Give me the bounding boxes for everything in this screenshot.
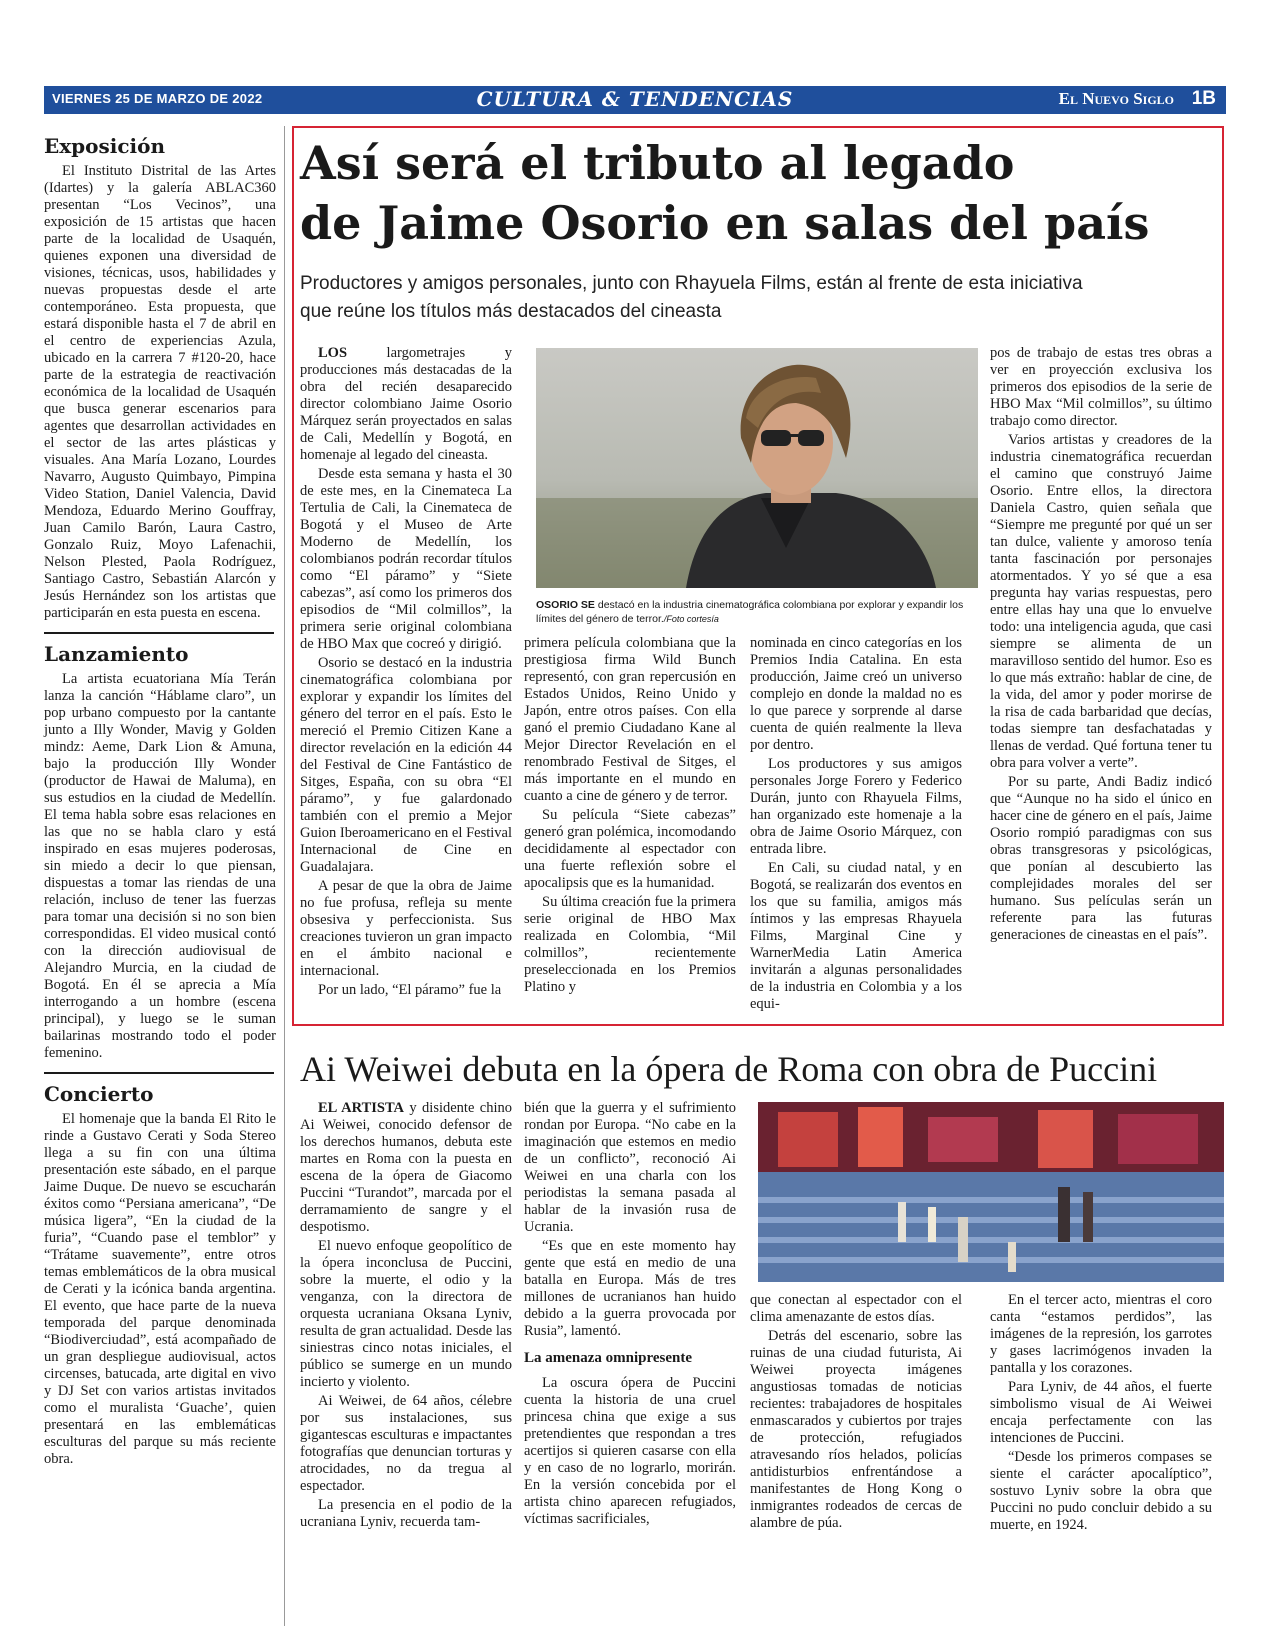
sidebar-section-concierto [44,1082,276,1468]
article-paragraph: Su película “Siete cabezas” generó gran polémica, incomodando decididamente al espectador con una fuerte reflexión sobre el apocalipsis que es la humanidad. [524,807,736,891]
article1-column-4 [990,345,1212,944]
article-paragraph: “Es que en este momento hay gente que está en medio de una batalla en Europa. Más de tres millones de ucranianos han huido debido a la guerra provocada por Rusia”, lamentó. [524,1238,736,1339]
article-paragraph: A pesar de que la obra de Jaime no fue profusa, refleja su mente obsesiva y perfeccionista. Sus creaciones tuvieron un gran impacto en el ámbito nacional e internacional. [300,878,512,979]
article2-column-1 [300,1100,512,1531]
lead-in: LOS [318,345,348,361]
caption-text: destacó en la industria cinematográfica colombiana por explorar y expandir los límites del género de terror. [536,599,964,625]
article-paragraph: En Cali, su ciudad natal, y en Bogotá, se realizarán dos eventos en los que su familia, amigos más íntimos y las empresas Rhayuela Films, Marginal Cine y WarnerMedia Latin America invitarán a algunas personalidades de la industria en Colombia y a los equi- [750,860,962,1012]
article-paragraph: Su última creación fue la primera serie original de HBO Max realizada en Colombia, “Mil colmillos”, recientemente preseleccionada en los Premios Platino y [524,894,736,995]
article1-photo [536,348,978,588]
article-paragraph [300,345,512,464]
article-paragraph: que conectan al espectador con el clima amenazante de estos días. [750,1292,962,1325]
deck-line: Productores y amigos personales, junto con Rhayuela Films, están al frente de esta iniciativa [300,273,1083,294]
article1-photo-caption [536,598,978,626]
sidebar-heading: Concierto [44,1082,154,1106]
sidebar-paragraph: La artista ecuatoriana Mía Terán lanza la canción “Háblame claro”, un pop urbano compuesto por la cantante junto a Illy Wonder, Mavig y Golden mindz: Aeme, Dark Lion & Amuna, bajo la producción Illy Wonder (productor de Hawai de Maluma), en sus estudios en la ciudad de Medellín. El tema habla sobre esas relaciones en las que no se habla claro y está inspirado en esas mujeres poderosas, sin miedo a decir lo que piensan, dispuestas a tomar las riendas de una relación, incluso de tener las fuerzas para tomar una decisión si no son bien correspondidas. El video musical contó con la dirección audiovisual de Alejandro Murcia, en la ciudad de Bogotá. En él se aprecia a Mía interrogando a un hombre (escena principal), y luego se le suman bailarinas mostrando todo el poder femenino. [44,671,276,1061]
headline-line: de Jaime Osorio en salas del país [300,196,1150,250]
sidebar [44,134,276,1468]
article1-column-1 [300,345,512,999]
article-paragraph: Varios artistas y creadores de la industria cinematográfica recuerdan el camino que construyó Jaime Osorio. Entre ellos, la directora Daniela Castro, quien señala que “Siempre me pregunté por qué un ser tan dulce, valiente y amoroso tenía tanta fascinación por personajes atormentados. Y yo sé que a esa pregunta hay varias respuestas, pero entre ellas hay una que lo envuelve todo: una inteligencia aguda, que casi siempre se alimenta de un maravilloso sentido del humor. Eso es lo que más extraño: hablar de cine, de la vida, del amor y poder morirse de la risa de cada barbaridad que decías, todas siempre tan desfachatadas y llenas de verdad. Qué fortuna tener tu obra para volver a verte”. [990,432,1212,771]
article-paragraph: La presencia en el podio de la ucraniana Lyniv, recuerda tam- [300,1497,512,1530]
header-page-number: 1B [1191,88,1216,109]
header-date: VIERNES 25 DE MARZO DE 2022 [52,91,263,106]
article2-column-3 [750,1292,962,1532]
article-paragraph: En el tercer acto, mientras el coro canta “estamos perdidos”, las imágenes de la represión, los garrotes y gases lacrimógenos invaden la pantalla y los corazones. [990,1292,1212,1376]
caption-lead: OSORIO SE [536,599,595,611]
article-paragraph: Por su parte, Andi Badiz indicó que “Aunque no ha sido el único en hacer cine de género en el país, Jaime Osorio rompió paradigmas con sus obras transgresoras y psicológicas, que ponían al descubierto las complejidades morales del ser humano. Sus películas serán un referente para las futuras generaciones de cineastas en el país”. [990,774,1212,943]
article1-column-3 [750,635,962,1013]
article2-headline: Ai Weiwei debuta en la ópera de Roma con obra de Puccini [300,1049,1158,1089]
sidebar-heading: Lanzamiento [44,642,189,666]
article1-deck [300,270,1200,326]
article2-column-4 [990,1292,1212,1534]
lead-in: EL ARTISTA [318,1100,405,1116]
article2-column-2 [524,1100,736,1528]
article1-headline [300,133,1200,253]
header-brand: El Nuevo Siglo [1058,89,1174,108]
article-paragraph: primera película colombiana que la prestigiosa firma Wild Bunch representó, con gran repercusión en Estados Unidos, Reino Unido y Japón, entre otros países. Con ella ganó el premio Ciudadano Kane al Mejor Director Revelación en el renombrado Festival de Sitges, el más importante en el mundo en cuanto a cine de género y de terror. [524,635,736,804]
sidebar-heading: Exposición [44,134,166,158]
caption-credit: /Foto cortesía [663,614,719,624]
article-paragraph: “Desde los primeros compases se siente el carácter apocalíptico”, sostuvo Lyniv sobre la obra que Puccini no pudo concluir debido a su muerte, en 1924. [990,1449,1212,1533]
article-paragraph: Por un lado, “El páramo” fue la [318,982,502,998]
article-paragraph: El nuevo enfoque geopolítico de la ópera inconclusa de Puccini, sobre la muerte, el odio y la venganza, con la directora de orquesta ucraniana Oksana Lyniv, resulta de gran actualidad. Desde las siniestras cinco notas iniciales, el público se sumerge en un mundo incierto y violento. [300,1238,512,1390]
article-paragraph: La oscura ópera de Puccini cuenta la historia de una cruel princesa china que exige a sus pretendientes que respondan a tres acertijos si quieren casarse con ella y en caso de no lograrlo, morirán. En la versión concebida por el artista chino aparecen refugiados, víctimas sacrificiales, [524,1375,736,1527]
article2-subheading: La amenaza omnipresente [524,1350,693,1366]
column-divider [284,126,285,1626]
article-paragraph: Osorio se destacó en la industria cinematográfica colombiana por explorar y expandir los límites del género del terror en el país. Esto le mereció el Premio Citizen Kane a director revelación en la edición 44 del Festival de Cine Fantástico de Sitges, España, con su obra “El páramo”, y fue galardonado también con el premio a Mejor Guion Iberoamericano en el Festival Internacional de Cine en Guadalajara. [300,655,512,875]
page-header-bar [44,86,1226,114]
paragraph-text: largometrajes y producciones más destacadas de la obra del recién desaparecido director colombiano Jaime Osorio Márquez serán proyectados en salas de Cali, Medellín y Bogotá, en homenaje al legado del cineasta. [300,345,512,463]
article-paragraph: Para Lyniv, de 44 años, el fuerte simbolismo visual de Ai Weiwei encaja perfectamente con las intenciones de Puccini. [990,1379,1212,1446]
opera-stage-illustration [758,1102,1224,1282]
paragraph-text: y disidente chino Ai Weiwei, conocido defensor de los derechos humanos, debuta este martes en Roma con la puesta en escena de la ópera de Giacomo Puccini “Turandot”, marcada por el derramamiento de sangre y el despotismo. [300,1100,512,1235]
article-paragraph: pos de trabajo de estas tres obras a ver en proyección exclusiva los primeros dos episodios de la serie de HBO Max “Mil colmillos”, su último trabajo como director. [990,345,1212,429]
deck-line: que reúne los títulos más destacados del cineasta [300,301,722,322]
article1-column-2 [524,635,736,996]
article-paragraph: Ai Weiwei, de 64 años, célebre por sus instalaciones, sus gigantescas esculturas e impactantes fotografías que denuncian torturas y atrocidades, no da tregua al espectador. [300,1393,512,1494]
sidebar-divider [44,632,274,634]
sidebar-divider [44,1072,274,1074]
sidebar-paragraph: El homenaje que la banda El Rito le rinde a Gustavo Cerati y Soda Stereo llega a su fin con una última presentación este sábado, en el parque Jaime Duque. De nuevo se escucharán éxitos como “Persiana americana”, “De música ligera”, “En la ciudad de la furia”, “Cuando pase el temblor” y “Trátame suavemente”, entre otros temas emblemáticos de la obra musical de Cerati y la icónica banda argentina. El evento, que hace parte de la nueva temporada del parque denominada “Biodiverciudad”, está acompañado de un gran despliegue audiovisual, actos circenses, batucada, arte digital en vivo y DJ Set con varios artistas invitados como el muralista ‘Guache’, quien presentará en las emblemáticas esculturas del parque su más reciente obra. [44,1111,276,1467]
portrait-illustration [536,348,978,588]
article-paragraph [300,1100,512,1236]
sidebar-section-exposicion [44,134,276,622]
article-paragraph: bién que la guerra y el sufrimiento rondan por Europa. “No cabe en la imaginación que estemos en medio de un conflicto”, reconoció Ai Weiwei en una charla con los periodistas la semana pasada al hablar de la invasión rusa de Ucrania. [524,1100,736,1235]
sidebar-paragraph: El Instituto Distrital de las Artes (Idartes) y la galería ABLAC360 presentan “Los Vecinos”, una exposición de 15 artistas que hacen parte de la localidad de Usaquén, quienes exponen una diversidad de visiones, técnicas, usos, habilidades y nuevas propuestas desde el arte contemporáneo. Esta propuesta, que estará disponible hasta el 7 de abril en el centro de experiencias Azula, ubicado en la carrera 7 #120-20, hace parte de la estrategia de reactivación económica de la localidad de Usaquén que busca generar escenarios para agentes que desarrollan actividades en el sector de las artes plásticas y visuales. Ana María Lozano, Lourdes Navarro, Augusto Quimbayo, Pimpina Video Station, Daniel Valencia, David Mendoza, Eduardo Merino Gouffray, Juan Camilo Barón, Laura Castro, Gonzalo Ruiz, Moyo Lafenachii, Nelson Plested, Paola Rodríguez, Santiago Castro, Sebastián Alarcón y Jesús Hernández son los artistas que participarán en esta puesta en escena. [44,163,276,621]
article2-photo [758,1102,1224,1282]
article-paragraph: Desde esta semana y hasta el 30 de este mes, en la Cinemateca La Tertulia de Cali, la Cinemateca de Bogotá y el Museo de Arte Moderno de Medellín, los colombianos podrán recordar títulos como “El páramo” y “Siete cabezas”, así como los primeros dos episodios de “Mil colmillos”, la primera serie original colombiana de HBO Max que cocreó y dirigió. [300,466,512,652]
headline-line: Así será el tributo al legado [300,136,1015,190]
header-section-title: CULTURA & TENDENCIAS [476,87,794,111]
sidebar-section-lanzamiento [44,642,276,1062]
article-paragraph: Los productores y sus amigos personales Jorge Forero y Federico Durán, junto con Rhayuela Films, han organizado este homenaje a la obra de Jaime Osorio Márquez, con entrada libre. [750,756,962,857]
article-paragraph: nominada en cinco categorías en los Premios India Catalina. En esta producción, Jaime creó un universo complejo en donde la maldad no es lo que parece y sorprende al darse cuenta de quién realmente la lleva por dentro. [750,635,962,753]
article-paragraph: Detrás del escenario, sobre las ruinas de una ciudad futurista, Ai Weiwei proyecta imágenes angustiosas tomadas de noticias recientes: trabajadores de hospitales enmascarados y cubiertos por trajes de protección, refugiados atravesando ríos helados, policías antidisturbios enfrentándose a manifestantes de Hong Kong o inmigrantes rodeados de cercas de alambre de púa. [750,1328,962,1531]
